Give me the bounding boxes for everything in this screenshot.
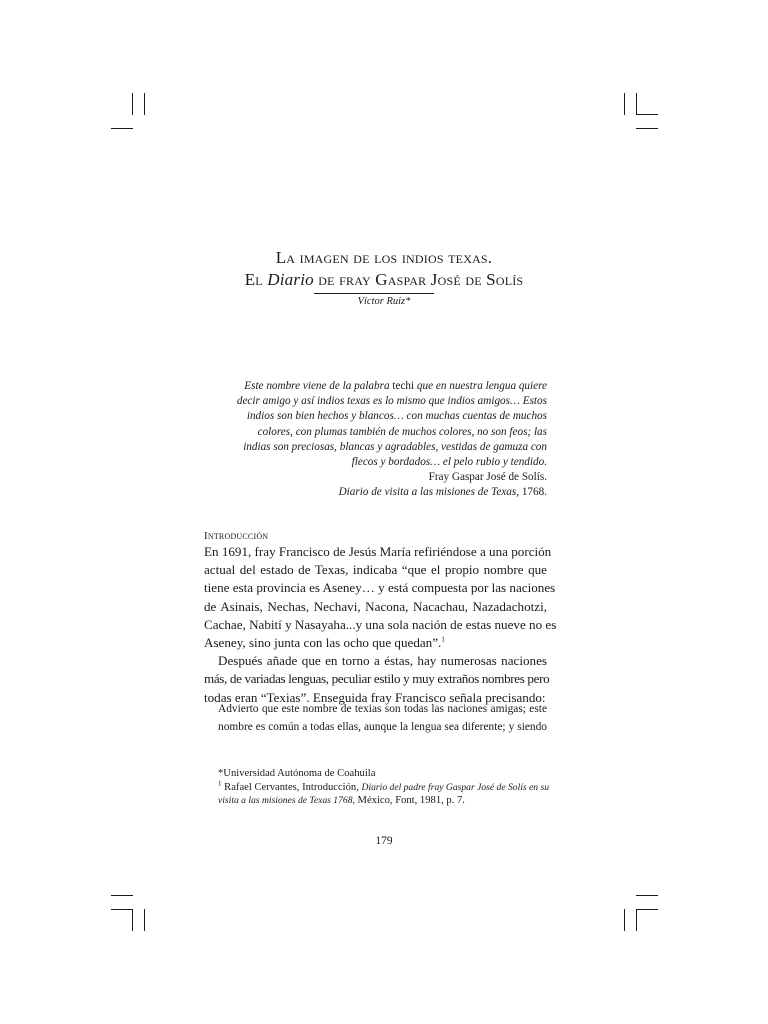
quote-line: Advierto que este nombre de texias son todas las naciones amigas; este xyxy=(218,703,547,715)
section-heading: Introducción xyxy=(204,530,269,542)
body-line: actual del estado de Texas, indicaba “que el propio nombre que xyxy=(204,562,547,578)
epigraph-source-year: 1768. xyxy=(519,486,547,499)
quote-line: nombre es común a todas ellas, aunque la lengua sea diferente; y siendo xyxy=(218,720,547,733)
body-line: más, de variadas lenguas, peculiar estilo y muy extraños nombres pero xyxy=(204,671,550,687)
epigraph-line: flecos y bordados… el pelo rubio y tendido. xyxy=(351,456,547,469)
title-line-2-part-a: El xyxy=(244,270,268,289)
footnote-text: México, Font, 1981, p. 7. xyxy=(354,795,465,807)
epigraph-line: colores, con plumas también de muchos colores, no son feos; las xyxy=(257,425,547,438)
body-line: Cachae, Nabití y Nasayaha...y una sola nación de estas nueve no es xyxy=(204,616,557,632)
epigraph-line: indias son preciosas, blancas y agradables, vestidas de gamuza con xyxy=(243,440,547,453)
epigraph-text: que en nuestra lengua quiere xyxy=(414,380,547,392)
epigraph-source xyxy=(232,485,547,500)
footnote-1-cont xyxy=(218,794,548,808)
epigraph-text: Este nombre viene de la palabra xyxy=(244,380,393,392)
epigraph xyxy=(232,379,547,501)
body-line: En 1691, fray Francisco de Jesús María refiriéndose a una porción xyxy=(204,544,552,559)
epigraph-source-title: Diario de visita a las misiones de Texas, xyxy=(338,486,520,499)
body-text xyxy=(204,543,557,707)
epigraph-line xyxy=(232,379,547,394)
body-line: Después añade que en torno a éstas, hay numerosas naciones xyxy=(218,653,547,669)
body-line xyxy=(204,634,547,652)
author: Víctor Ruiz* xyxy=(357,296,411,307)
title-line-1: La imagen de los indios texas. xyxy=(275,248,493,267)
title-rule xyxy=(314,293,434,294)
epigraph-upright-word: techi xyxy=(392,380,415,392)
footnote-number: 1 xyxy=(218,779,222,788)
body-line: tiene esta provincia es Aseney… y está compuesta por las naciones xyxy=(204,580,556,596)
footnote-ref: 1 xyxy=(441,635,445,644)
body-text-span: Aseney, sino junta con las ocho que quedan”. xyxy=(204,635,442,651)
footnotes xyxy=(218,767,548,808)
footnote-text: Rafael Cervantes, Introducción, xyxy=(221,781,362,793)
body-line: todas eran “Texias”. Enseguida fray Francisco señala precisando: xyxy=(204,689,546,705)
epigraph-line: indios son bien hechos y blancos… con muchas cuentas de muchos xyxy=(246,410,547,423)
block-quote xyxy=(218,701,547,736)
body-line: de Asinais, Nechas, Nechavi, Nacona, Nacachau, Nazadachotzi, xyxy=(204,598,547,614)
epigraph-line: decir amigo y así indios texas es lo mismo que indios amigos… Estos xyxy=(236,395,547,408)
footnote-title: visita a las misiones de Texas 1768, xyxy=(218,795,355,807)
epigraph-attribution: Fray Gaspar José de Solís. xyxy=(428,471,547,484)
title-line-2 xyxy=(0,270,768,290)
title-line-2-italic: Diario xyxy=(267,270,314,289)
title-line-2-part-c: de fray Gaspar José de Solís xyxy=(313,270,524,289)
footnote-title: Diario del padre fray Gaspar José de Solís en su xyxy=(361,781,550,793)
footnote-1 xyxy=(218,781,548,795)
footnote-affiliation: *Universidad Autónoma de Coahuila xyxy=(218,768,376,779)
page-number: 179 xyxy=(375,835,393,847)
